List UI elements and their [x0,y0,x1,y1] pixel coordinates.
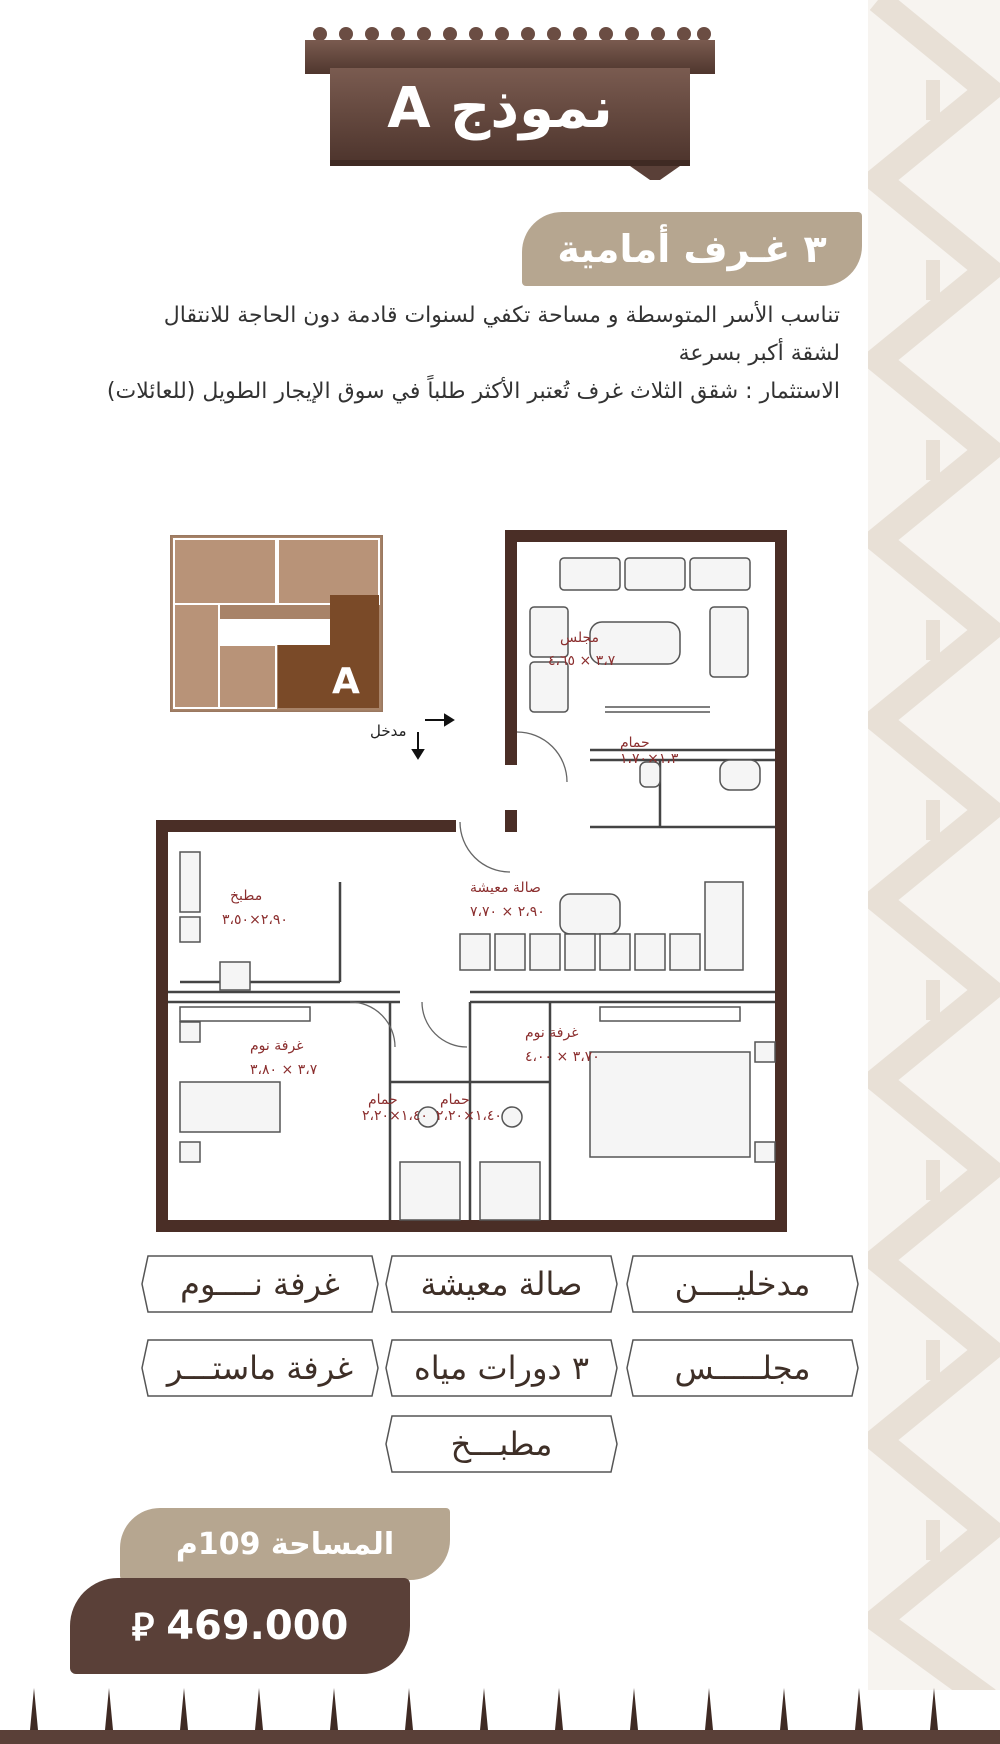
plan-label-living: صالة معيشة [470,880,541,896]
plan-label-kitchen: مطبخ [230,888,263,904]
feature-living-room [384,1254,619,1314]
plan-label-bath-2-dim: ١،٤٠×٢،٢٠ [362,1108,428,1124]
description-line-1: تناسب الأسر المتوسطة و مساحة تكفي لسنوات قادمة دون الحاجة للانتقال [163,303,840,328]
feature-entrances-label: مدخليــــن [674,1265,811,1303]
model-title: نموذج A [387,75,613,141]
price-value: 469.000 [166,1603,349,1649]
riyal-currency-icon: ⃁ [131,1604,155,1649]
description-line-3: الاستثمار : شقق الثلاث غرف تُعتبر الأكثر طلباً في سوق الإيجار الطويل (للعائلات) [106,379,840,404]
plan-label-bath-1: حمام [620,735,650,751]
decorative-fence [0,1670,1000,1744]
feature-master-room [140,1338,380,1398]
feature-kitchen-label: مطبـــخ [450,1425,553,1463]
feature-bedroom-label: غرفة نــــوم [180,1265,340,1303]
plan-label-bath-1-dim: ١،٣×١،٧٠ [620,751,679,767]
area-badge: المساحة 109م [120,1508,450,1580]
plan-label-bath-3: حمام [440,1092,470,1108]
plan-label-entrance: مدخل [370,722,407,740]
plan-label-bedroom-right-dim: ٣،٧٠ × ٤،٠٠ [525,1049,600,1065]
plan-label-majlis: مجلس [560,630,600,646]
plan-label-bedroom-left-dim: ٣،٧ × ٣،٨٠ [250,1062,318,1078]
feature-master-room-label: غرفة ماستـــر [166,1349,354,1387]
plan-label-bath-2: حمام [368,1092,398,1108]
feature-entrances [625,1254,860,1314]
plan-label-bedroom-left: غرفة نوم [250,1038,304,1054]
decorative-pattern [868,0,1000,1690]
plan-label-bedroom-right: غرفة نوم [525,1025,579,1041]
plan-label-kitchen-dim: ٢،٩٠×٣،٥٠ [222,912,288,928]
feature-bathrooms [384,1338,619,1398]
feature-majlis-label: مجلـــــس [674,1349,811,1387]
plan-label-bath-3-dim: ١،٤٠×٢،٢٠ [436,1108,502,1124]
feature-majlis [625,1338,860,1398]
plan-label-living-dim: ٢،٩٠ × ٧،٧٠ [470,904,545,920]
plan-label-majlis-dim: ٣،٧ × ٤،٦٥ [548,653,616,669]
feature-living-room-label: صالة معيشة [420,1265,583,1303]
price-badge [70,1578,410,1674]
mini-plan-unit-label: A [332,661,360,702]
floor-plan [150,522,790,1234]
feature-bathrooms-label: ٣ دورات مياه [414,1349,590,1387]
rooms-badge: ٣ غـرف أمامية [522,212,862,286]
feature-kitchen [384,1414,619,1474]
feature-bedroom [140,1254,380,1314]
description-line-2: لشقة أكبر بسرعة [678,341,840,366]
